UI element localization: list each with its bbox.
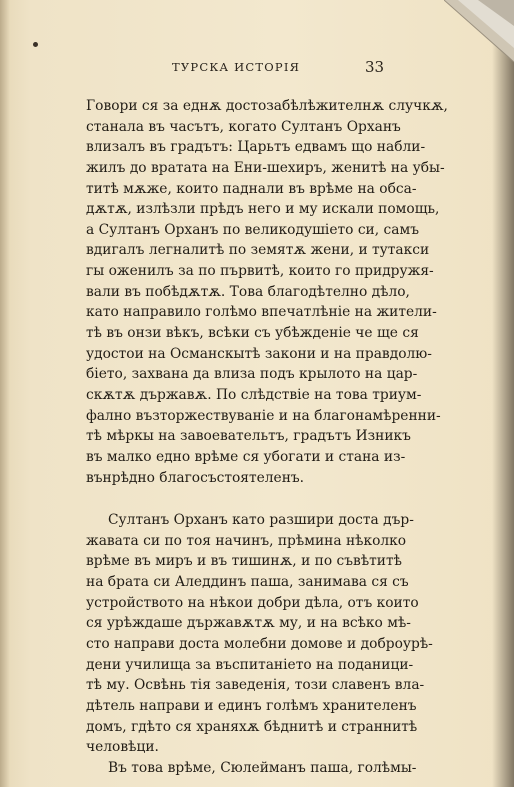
text-line: жилъ до вратата на Ени-шехиръ, женитѣ на убы- [86,159,445,176]
text-line: а Султанъ Орханъ по великодушіето си, самъ [86,221,419,238]
text-line: скѫтѫ държавѫ. По слѣдствіе на това триум- [86,386,422,403]
page-number: 33 [365,58,385,76]
text-line: Говори ся за еднѫ достозабѣлѣжителнѫ случкѫ, [86,98,448,114]
text-line: тѣ въ онзи вѣкъ, всѣки съ убѣжденіе че ще ся [86,325,419,342]
text-line: устройството на нѣкои добри дѣла, отъ които [86,594,419,611]
text-line: сто направи доста молебни домове и доброурѣ- [86,636,433,653]
text-line: вдигалъ легналитѣ по земятѫ жени, и тутакси [86,242,430,259]
paragraph [86,96,448,488]
text-line: гы оженилъ за по първитѣ, които го придружя- [86,263,434,280]
body-text [86,96,448,779]
text-line: на брата си Аледдинъ паша, занимава ся съ [86,574,409,591]
text-line: дѫтѫ, излѣзли прѣдъ него и му искали помощь, [86,201,440,218]
text-line: влизалъ въ градътъ: Царьтъ едвамъ що набли- [86,139,426,156]
text-line: удостои на Османскытѣ закони и на правдолю- [86,345,432,362]
gutter-shadow [0,0,10,787]
text-line: жавата си по тоя начинъ, прѣмина нѣколко [86,532,407,549]
text-line: Султанъ Орханъ като разшири доста дър- [108,512,414,529]
text-line: дѣтель направи и единъ голѣмъ хранителенъ [86,697,417,714]
folded-corner [444,0,514,70]
text-line: тѣ мѣркы на завоевательтъ, градътъ Изникъ [86,428,411,445]
ink-spot [33,42,38,47]
running-head: ТУРСКА ИСТОРІЯ [172,60,301,74]
text-line: біето, захвана да влиза подъ крылото на цар- [86,366,418,383]
text-line: титѣ мѫже, които паднали въ врѣме на обса- [86,180,417,197]
text-line: като направило голѣмо впечатлѣніе на жители- [86,304,437,321]
text-line: домъ, гдѣто ся храняхѫ бѣднитѣ и страннитѣ [86,718,418,735]
text-line: Въ това врѣме, Сюлейманъ паша, голѣмы- [108,759,417,776]
text-line: вънрѣдно благосъстоятеленъ. [86,469,305,486]
text-line: ся урѣждаше държавѫтѫ му, и на всѣко мѣ- [86,615,411,632]
paragraph-gap [86,488,386,510]
text-line: въ малко едно врѣме ся убогати и стана из- [86,448,406,465]
text-line: тѣ му. Освѣнь тія заведенія, този славенъ вла- [86,677,425,694]
text-line: человѣци. [86,739,159,756]
text-line: станала въ часътъ, когато Султанъ Орханъ [86,118,401,135]
paragraph [86,510,433,758]
text-line: дени училища за въспитаніето на поданици- [86,656,414,673]
text-line: врѣме въ миръ и въ тишинѫ, и по съвѣтитѣ [86,553,402,570]
paragraph [86,758,417,779]
text-line: фално възторжествуваніе и на благонамѣренни- [86,407,441,424]
page-edge-shadow [492,0,514,787]
text-line: вали въ побѣдѫтѫ. Това благодѣтелно дѣло, [86,283,410,300]
